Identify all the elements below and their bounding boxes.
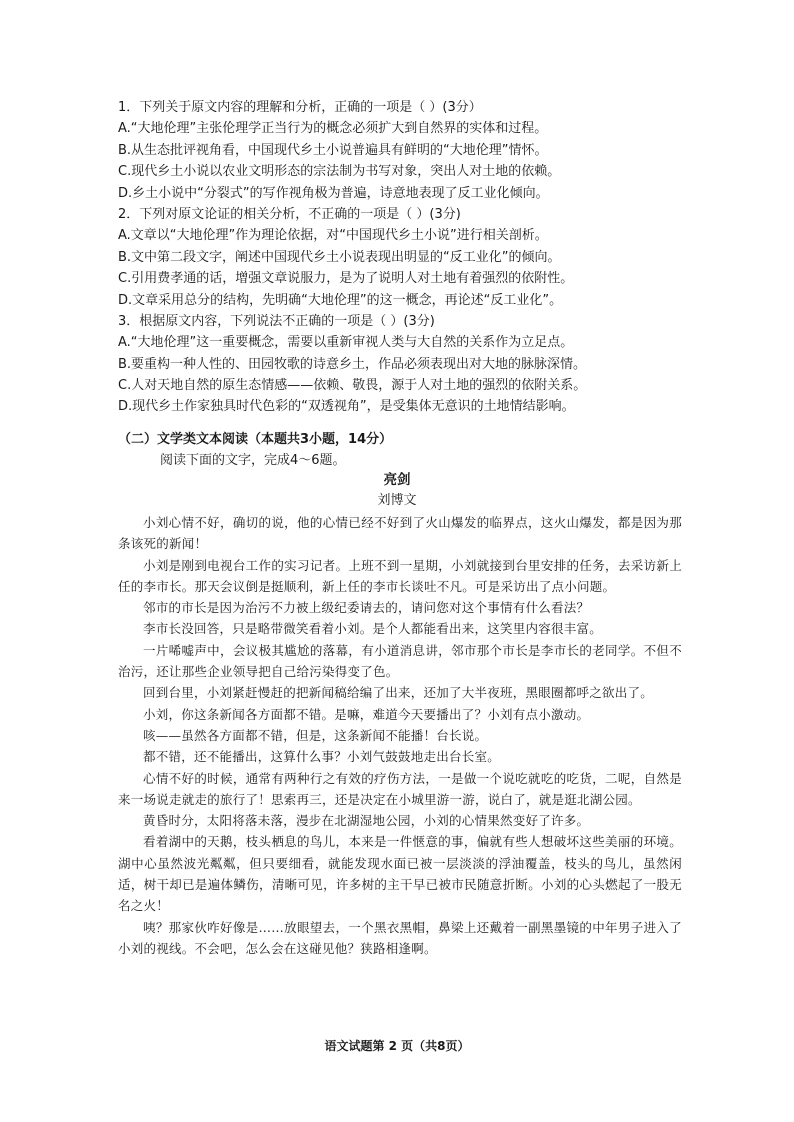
question-1-option-c: C.现代乡土小说以农业文明形态的宗法制为书写对象，突出人对土地的依赖。 xyxy=(118,164,561,180)
question-2-option-d: D.文章采用总分的结构，先明确“大地伦理”的这一概念，再论述“反工业化”。 xyxy=(118,292,563,308)
story-title: 亮剑 xyxy=(383,472,411,488)
story-paragraph: 一片唏嘘声中，会议极其尴尬的落幕，有小道消息讲，邻市那个市长是李市长的老同学。不但不治污，还让那些企业领导把自己给污染得变了色。 xyxy=(118,642,682,680)
question-1-option-a: A.“大地伦理”主张伦理学正当行为的概念必须扩大到自然界的实体和过程。 xyxy=(118,121,548,137)
question-block xyxy=(118,97,718,418)
story-paragraph: 小刘心情不好，确切的说，他的心情已经不好到了火山爆发的临界点，这火山爆发，都是因为那条该死的新闻！ xyxy=(118,515,682,552)
question-3-stem: 3．根据原文内容，下列说法不正确的一项是（ ）(3分) xyxy=(118,313,435,329)
story-paragraph: 回到台里，小刘紧赶慢赶的把新闻稿给编了出来，还加了大半夜班，黑眼圈都呼之欲出了。 xyxy=(143,685,654,701)
reading-instruction: 阅读下面的文字，完成4～6题。 xyxy=(160,453,346,468)
question-3-option-a: A.“大地伦理”这一重要概念，需要以重新审视人类与大自然的关系作为立足点。 xyxy=(118,335,574,351)
question-2-option-b: B.文中第二段文字，阐述中国现代乡土小说表现出明显的“反工业化”的倾向。 xyxy=(118,249,561,265)
story-paragraph: 看着湖中的天鹅，枝头栖息的鸟儿，本来是一件惬意的事，偏就有些人想破坏这些美丽的环境。湖中心虽然波光粼粼，但只要细看，就能发现水面已被一层淡淡的浮油覆盖，枝头的鸟儿，虽然闲适，树干却已是遍体鳞伤，清晰可见，许多树的主干早已被市民随意折断。小刘的心头燃起了一股无名之火！ xyxy=(118,834,682,914)
story-paragraph: 咳——虽然各方面都不错，但是，这条新闻不能播！台长说。 xyxy=(143,727,488,743)
story-author: 刘博文 xyxy=(377,493,417,508)
story-paragraph: 黄昏时分，太阳将落未落，漫步在北湖湿地公园，小刘的心情果然变好了许多。 xyxy=(143,813,590,829)
story-paragraph: 心情不好的时候，通常有两种行之有效的疗伤方法，一是做一个说吃就吃的吃货，二呢，自然是来一场说走就走的旅行了！思索再三，还是决定在小城里游一游，说白了，就是逛北湖公园。 xyxy=(118,770,682,807)
question-1-stem: 1．下列关于原文内容的理解和分析，正确的一项是（ ）(3分） xyxy=(118,100,482,115)
story-paragraph: 邻市的市长是因为治污不力被上级纪委请去的，请问您对这个事情有什么看法？ xyxy=(143,600,590,616)
story-paragraph: 小刘，你这条新闻各方面都不错。是嘛，难道今天要播出了？小刘有点小激动。 xyxy=(143,706,590,722)
story-paragraph: 李市长没回答，只是略带微笑看着小刘。是个人都能看出来，这笑里内容很丰富。 xyxy=(143,621,603,637)
section-title: （二）文学类文本阅读（本题共3小题，14分） xyxy=(118,432,393,447)
question-3-option-c: C.人对天地自然的原生态情感——依赖、敬畏，源于人对土地的强烈的依附关系。 xyxy=(118,378,587,394)
story-paragraph: 咦？那家伙咋好像是……放眼望去，一个黑衣黑帽，鼻梁上还戴着一副黑墨镜的中年男子进入了小刘的视线。不会吧，怎么会在这碰见他？狭路相逢啊。 xyxy=(118,919,682,956)
question-3-option-b: B.要重构一种人性的、田园牧歌的诗意乡土，作品必须表现出对大地的脉脉深情。 xyxy=(118,356,587,372)
story-paragraph: 小刘是刚到电视台工作的实习记者。上班不到一星期，小刘就接到台里安排的任务，去采访新上任的李市长。那天会议倒是挺顺利，新上任的李市长谈吐不凡。可是采访出了点小问题。 xyxy=(118,557,682,594)
story-paragraph: 都不错，还不能播出，这算什么事？小刘气鼓鼓地走出台长室。 xyxy=(143,749,501,765)
question-2-stem: 2．下列对原文论证的相关分析，不正确的一项是（ ）(3分) xyxy=(118,206,461,222)
page-footer: 语文试题第 2 页（共8页） xyxy=(324,1039,470,1053)
story-body xyxy=(118,512,682,959)
question-1-option-d: D.乡土小说中“分裂式”的写作视角极为普遍，诗意地表现了反工业化倾向。 xyxy=(118,185,549,201)
question-2-option-c: C.引用费孝通的话，增强文章说服力，是为了说明人对土地有着强烈的依附性。 xyxy=(118,271,574,287)
question-1-option-b: B.从生态批评视角看，中国现代乡土小说普遍具有鲜明的“大地伦理”情怀。 xyxy=(118,142,548,158)
question-2-option-a: A.文章以“大地伦理”作为理论依据，对“中国现代乡土小说”进行相关剖析。 xyxy=(118,228,548,244)
question-3-option-d: D.现代乡土作家独具时代色彩的“双透视角”，是受集体无意识的土地情结影响。 xyxy=(118,399,575,415)
